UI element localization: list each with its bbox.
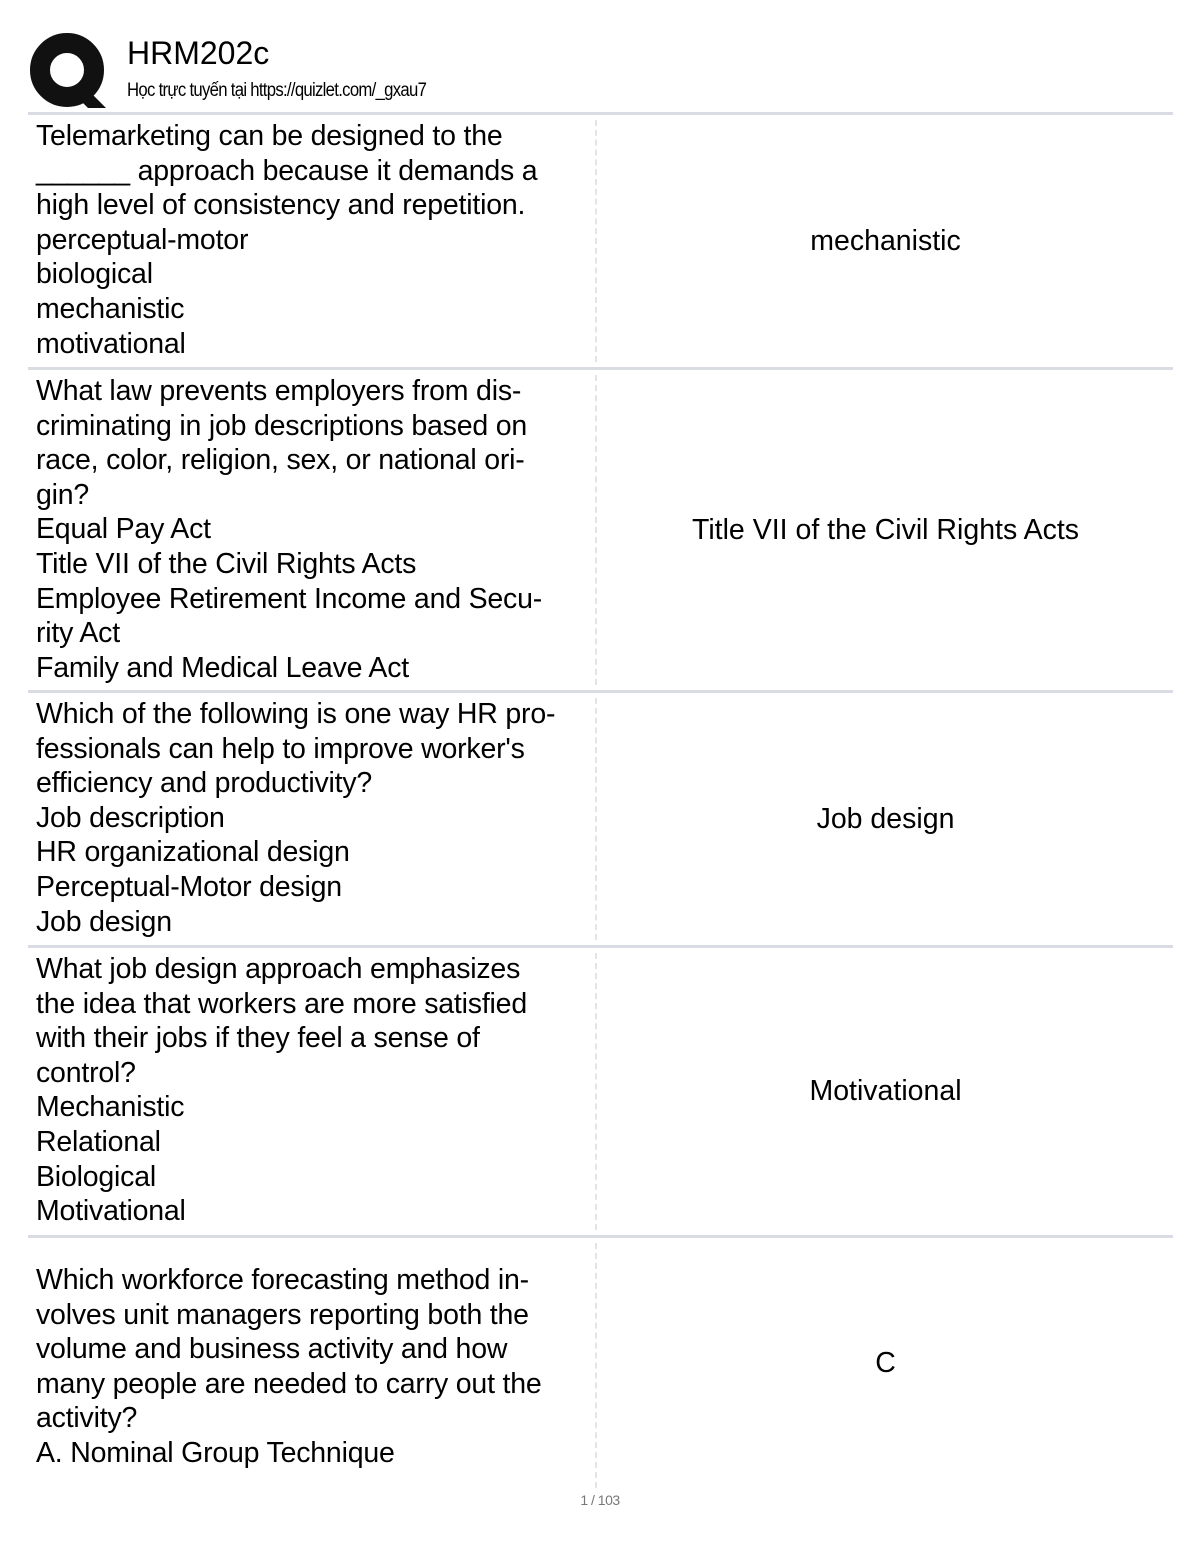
- flashcard: [28, 112, 1173, 367]
- question-option: Title VII of the Civil Rights Acts: [36, 547, 417, 580]
- quizlet-q-logo-icon: [30, 32, 108, 110]
- flashcard: [28, 945, 1173, 1235]
- question-option: rity Act: [36, 617, 120, 650]
- flashcard-list: [28, 112, 1173, 1488]
- question-option: Job design: [36, 905, 172, 938]
- question-option: Biological: [36, 1160, 156, 1193]
- question-option: Relational: [36, 1125, 161, 1158]
- question-line: with their jobs if they feel a sense of: [36, 1022, 480, 1055]
- question-option: Equal Pay Act: [36, 513, 211, 546]
- question-option: Mechanistic: [36, 1091, 185, 1124]
- question-line: control?: [36, 1056, 136, 1089]
- question-line: volves unit managers reporting both the: [36, 1298, 529, 1331]
- question-line: activity?: [36, 1402, 138, 1435]
- flashcard: [28, 1235, 1173, 1488]
- question-line: many people are needed to carry out the: [36, 1367, 542, 1400]
- question-option: biological: [36, 258, 153, 291]
- question-line: What job design approach emphasizes: [36, 953, 521, 985]
- answer-text: C: [875, 1346, 896, 1379]
- answer-text: Title VII of the Civil Rights Acts: [692, 513, 1079, 546]
- question-option: Family and Medical Leave Act: [36, 651, 409, 684]
- flashcard: [28, 690, 1173, 945]
- question-option: A. Nominal Group Technique: [36, 1436, 395, 1469]
- question-line: high level of consistency and repetition.: [36, 189, 526, 222]
- question-line: Telemarketing can be designed to the: [36, 120, 503, 152]
- question-option: perceptual-motor: [36, 223, 249, 256]
- page-header: [30, 30, 1170, 110]
- question-line: race, color, religion, sex, or national ori-: [36, 444, 525, 477]
- flashcard-answer: [598, 1238, 1173, 1488]
- question-line: Which of the following is one way HR pro-: [36, 698, 556, 730]
- flashcard-question: [28, 1238, 588, 1488]
- document-title: HRM202c: [127, 35, 270, 71]
- question-option: Motivational: [36, 1195, 186, 1228]
- card-divider: [595, 120, 597, 362]
- flashcard-answer: [598, 693, 1173, 945]
- question-line: efficiency and productivity?: [36, 767, 373, 800]
- question-option: Perceptual-Motor design: [36, 870, 342, 903]
- question-option: HR organizational design: [36, 836, 350, 869]
- card-divider: [595, 375, 597, 685]
- question-line: Which workforce forecasting method in-: [36, 1264, 529, 1296]
- question-line: criminating in job descriptions based on: [36, 409, 528, 442]
- card-divider: [595, 1243, 597, 1488]
- page-indicator: 1 / 103: [580, 1492, 620, 1508]
- answer-text: Motivational: [809, 1075, 962, 1108]
- question-line: gin?: [36, 478, 90, 511]
- answer-text: mechanistic: [810, 224, 961, 257]
- question-option: Employee Retirement Income and Secu-: [36, 582, 543, 615]
- flashcard: [28, 367, 1173, 690]
- flashcard-answer: [598, 948, 1173, 1235]
- question-option: Job description: [36, 801, 225, 834]
- question-line: What law prevents employers from dis-: [36, 375, 522, 407]
- card-divider: [595, 698, 597, 940]
- flashcard-question: [28, 693, 588, 945]
- flashcard-answer: [598, 370, 1173, 690]
- answer-text: Job design: [816, 802, 955, 835]
- question-line: volume and business activity and how: [36, 1333, 508, 1366]
- flashcard-question: [28, 370, 588, 690]
- question-option: motivational: [36, 327, 186, 360]
- flashcard-question: [28, 948, 588, 1235]
- flashcard-answer: [598, 115, 1173, 367]
- question-option: mechanistic: [36, 292, 185, 325]
- question-line: fessionals can help to improve worker's: [36, 732, 525, 765]
- question-line: ______ approach because it demands a: [36, 154, 538, 187]
- flashcard-question: [28, 115, 588, 367]
- question-line: the idea that workers are more satisfied: [36, 987, 527, 1020]
- document-subtitle: Học trực tuyến tại https://quizlet.com/_gxau7: [127, 80, 427, 101]
- card-divider: [595, 953, 597, 1230]
